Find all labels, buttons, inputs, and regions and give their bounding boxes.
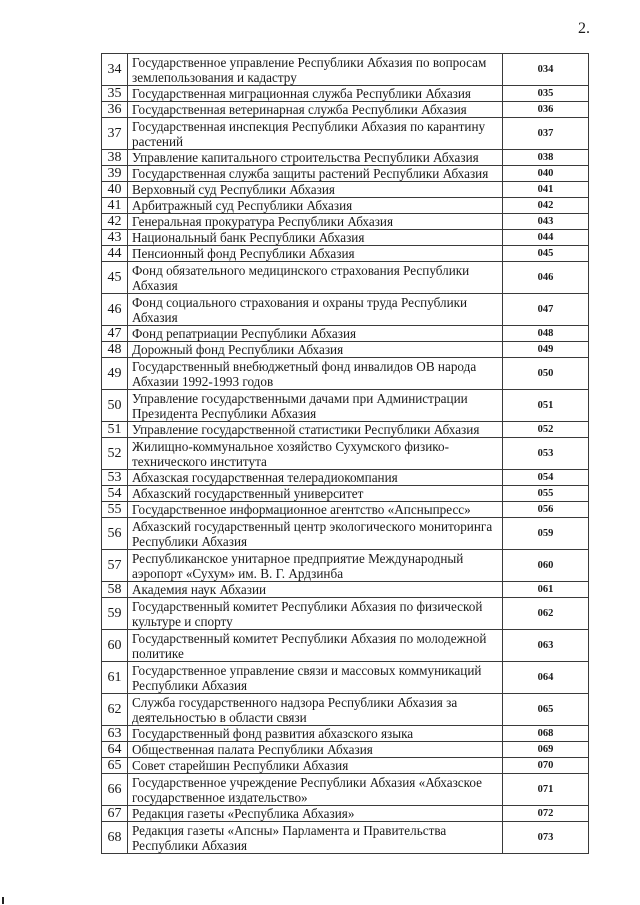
organization-code: 053	[503, 438, 589, 470]
organization-code: 036	[503, 102, 589, 118]
organization-name: Государственный фонд развития абхазского языка	[128, 726, 503, 742]
organization-name: Государственное управление связи и массовых коммуникаций Республики Абхазия	[128, 662, 503, 694]
table-row	[102, 54, 589, 86]
organization-code: 037	[503, 118, 589, 150]
organization-name: Фонд репатриации Республики Абхазия	[128, 326, 503, 342]
organization-name: Государственная ветеринарная служба Республики Абхазия	[128, 102, 503, 118]
organization-name: Абхазская государственная телерадиокомпания	[128, 470, 503, 486]
row-number: 54	[102, 486, 128, 502]
table-row	[102, 214, 589, 230]
row-number: 37	[102, 118, 128, 150]
row-number: 52	[102, 438, 128, 470]
page-number: 2.	[578, 20, 590, 37]
row-number: 38	[102, 150, 128, 166]
organization-code: 049	[503, 342, 589, 358]
table-row	[102, 198, 589, 214]
table-row	[102, 342, 589, 358]
organization-code: 045	[503, 246, 589, 262]
organization-name: Республиканское унитарное предприятие Международный аэропорт «Сухум» им. В. Г. Ардзинба	[128, 550, 503, 582]
organization-name: Арбитражный суд Республики Абхазия	[128, 198, 503, 214]
row-number: 57	[102, 550, 128, 582]
organization-name: Верховный суд Республики Абхазия	[128, 182, 503, 198]
row-number: 59	[102, 598, 128, 630]
table-row	[102, 86, 589, 102]
table-row	[102, 630, 589, 662]
table-row	[102, 422, 589, 438]
table-row	[102, 662, 589, 694]
organization-code: 062	[503, 598, 589, 630]
organization-name: Государственный комитет Республики Абхазия по физической культуре и спорту	[128, 598, 503, 630]
organization-name: Совет старейшин Республики Абхазия	[128, 758, 503, 774]
row-number: 62	[102, 694, 128, 726]
organization-code: 054	[503, 470, 589, 486]
table-row	[102, 150, 589, 166]
row-number: 63	[102, 726, 128, 742]
table-row	[102, 502, 589, 518]
table-row	[102, 166, 589, 182]
row-number: 50	[102, 390, 128, 422]
organization-name: Дорожный фонд Республики Абхазия	[128, 342, 503, 358]
organization-code: 051	[503, 390, 589, 422]
row-number: 46	[102, 294, 128, 326]
table-row	[102, 550, 589, 582]
organization-name: Абхазский государственный университет	[128, 486, 503, 502]
row-number: 58	[102, 582, 128, 598]
organization-name: Генеральная прокуратура Республики Абхазия	[128, 214, 503, 230]
row-number: 44	[102, 246, 128, 262]
organization-code: 070	[503, 758, 589, 774]
organization-name: Служба государственного надзора Республики Абхазия за деятельностью в области связи	[128, 694, 503, 726]
organization-name: Редакция газеты «Апсны» Парламента и Правительства Республики Абхазия	[128, 822, 503, 854]
table-row	[102, 326, 589, 342]
organization-name: Редакция газеты «Республика Абхазия»	[128, 806, 503, 822]
row-number: 40	[102, 182, 128, 198]
row-number: 67	[102, 806, 128, 822]
organizations-table	[101, 53, 589, 854]
table-row	[102, 118, 589, 150]
row-number: 45	[102, 262, 128, 294]
table-row	[102, 246, 589, 262]
organization-name: Общественная палата Республики Абхазия	[128, 742, 503, 758]
table-row	[102, 358, 589, 390]
organization-code: 073	[503, 822, 589, 854]
organization-code: 060	[503, 550, 589, 582]
organization-name: Национальный банк Республики Абхазия	[128, 230, 503, 246]
table-row	[102, 182, 589, 198]
organization-code: 044	[503, 230, 589, 246]
row-number: 53	[102, 470, 128, 486]
row-number: 34	[102, 54, 128, 86]
organization-code: 048	[503, 326, 589, 342]
row-number: 48	[102, 342, 128, 358]
table-row	[102, 470, 589, 486]
organization-name: Государственное информационное агентство «Апсныпресс»	[128, 502, 503, 518]
organization-name: Государственная инспекция Республики Абхазия по карантину растений	[128, 118, 503, 150]
table-row	[102, 806, 589, 822]
row-number: 56	[102, 518, 128, 550]
table-row	[102, 294, 589, 326]
organization-name: Фонд обязательного медицинского страхования Республики Абхазия	[128, 262, 503, 294]
organization-code: 069	[503, 742, 589, 758]
organization-code: 068	[503, 726, 589, 742]
organization-code: 052	[503, 422, 589, 438]
organization-code: 050	[503, 358, 589, 390]
organization-name: Фонд социального страхования и охраны труда Республики Абхазия	[128, 294, 503, 326]
row-number: 39	[102, 166, 128, 182]
row-number: 61	[102, 662, 128, 694]
organization-code: 065	[503, 694, 589, 726]
row-number: 41	[102, 198, 128, 214]
row-number: 64	[102, 742, 128, 758]
organization-code: 038	[503, 150, 589, 166]
scan-mark	[2, 897, 4, 904]
organization-code: 043	[503, 214, 589, 230]
table-row	[102, 230, 589, 246]
organization-code: 064	[503, 662, 589, 694]
table-row	[102, 582, 589, 598]
table-row	[102, 822, 589, 854]
organization-code: 061	[503, 582, 589, 598]
organization-code: 055	[503, 486, 589, 502]
organization-code: 034	[503, 54, 589, 86]
table-row	[102, 742, 589, 758]
organization-name: Академия наук Абхазии	[128, 582, 503, 598]
organization-name: Государственный внебюджетный фонд инвалидов ОВ народа Абхазии 1992-1993 годов	[128, 358, 503, 390]
table-row	[102, 438, 589, 470]
organization-code: 047	[503, 294, 589, 326]
row-number: 47	[102, 326, 128, 342]
row-number: 60	[102, 630, 128, 662]
table-row	[102, 486, 589, 502]
row-number: 43	[102, 230, 128, 246]
table-row	[102, 518, 589, 550]
organization-name: Управление государственными дачами при Администрации Президента Республики Абхазия	[128, 390, 503, 422]
organization-code: 056	[503, 502, 589, 518]
table-row	[102, 262, 589, 294]
organization-code: 072	[503, 806, 589, 822]
table-row	[102, 102, 589, 118]
table-body	[102, 54, 589, 854]
table-row	[102, 390, 589, 422]
organization-name: Государственная миграционная служба Республики Абхазия	[128, 86, 503, 102]
organization-code: 041	[503, 182, 589, 198]
organization-name: Государственная служба защиты растений Республики Абхазия	[128, 166, 503, 182]
organization-code: 040	[503, 166, 589, 182]
organization-name: Управление капитального строительства Республики Абхазия	[128, 150, 503, 166]
row-number: 65	[102, 758, 128, 774]
organization-code: 046	[503, 262, 589, 294]
organization-name: Государственный комитет Республики Абхазия по молодежной политике	[128, 630, 503, 662]
row-number: 36	[102, 102, 128, 118]
organization-name: Государственное учреждение Республики Абхазия «Абхазское государственное издательство»	[128, 774, 503, 806]
organization-code: 042	[503, 198, 589, 214]
organization-name: Управление государственной статистики Республики Абхазия	[128, 422, 503, 438]
row-number: 55	[102, 502, 128, 518]
table-row	[102, 758, 589, 774]
organization-code: 071	[503, 774, 589, 806]
row-number: 49	[102, 358, 128, 390]
table-row	[102, 598, 589, 630]
organization-name: Жилищно-коммунальное хозяйство Сухумского физико-технического института	[128, 438, 503, 470]
organization-code: 063	[503, 630, 589, 662]
table-row	[102, 694, 589, 726]
organization-code: 035	[503, 86, 589, 102]
row-number: 35	[102, 86, 128, 102]
table-row	[102, 774, 589, 806]
row-number: 51	[102, 422, 128, 438]
organization-code: 059	[503, 518, 589, 550]
row-number: 66	[102, 774, 128, 806]
row-number: 42	[102, 214, 128, 230]
organization-name: Пенсионный фонд Республики Абхазия	[128, 246, 503, 262]
row-number: 68	[102, 822, 128, 854]
table-row	[102, 726, 589, 742]
organization-name: Абхазский государственный центр экологического мониторинга Республики Абхазия	[128, 518, 503, 550]
organization-name: Государственное управление Республики Абхазия по вопросам землепользования и кадастру	[128, 54, 503, 86]
